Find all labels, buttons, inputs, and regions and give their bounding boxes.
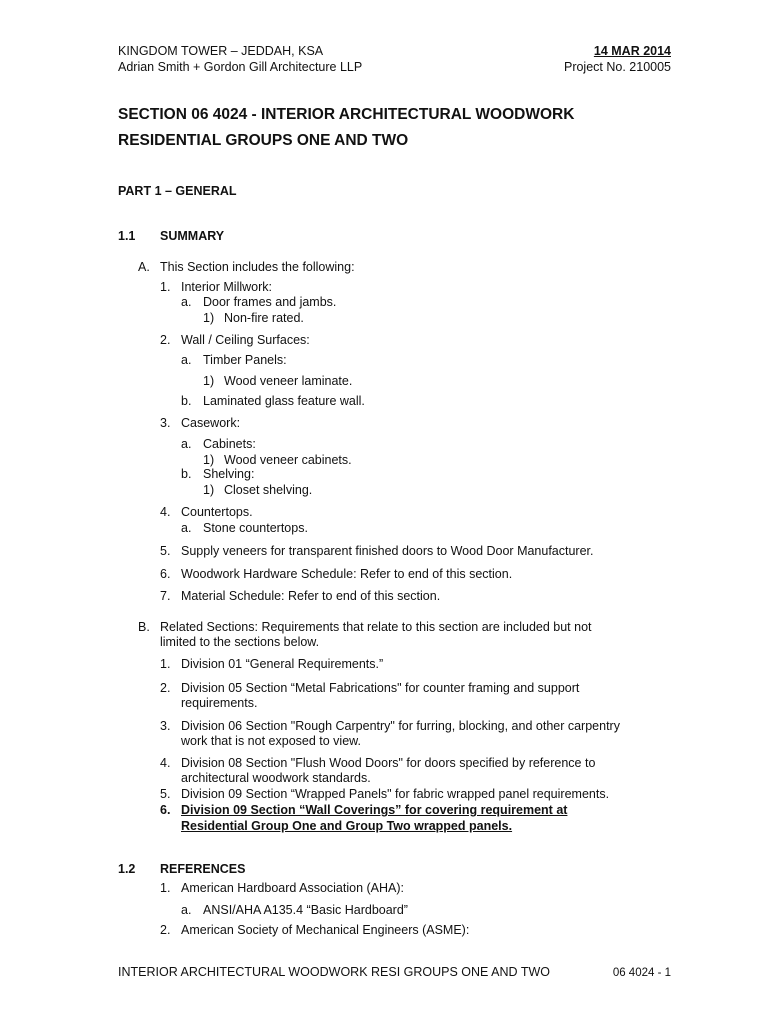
list-item-continuation: architectural woodwork standards.: [181, 771, 371, 785]
list-marker: 1.: [160, 657, 171, 671]
list-marker: a.: [181, 437, 192, 451]
list-marker: 1): [203, 311, 215, 325]
list-marker: a.: [181, 903, 192, 917]
list-item: Wall / Ceiling Surfaces:: [181, 333, 310, 347]
section-title-line2: RESIDENTIAL GROUPS ONE AND TWO: [118, 132, 409, 149]
article-heading: SUMMARY: [160, 229, 225, 243]
paragraph-marker: A.: [138, 260, 150, 274]
list-item: Division 08 Section "Flush Wood Doors" for doors specified by reference to: [181, 756, 596, 770]
list-marker: 6.: [160, 803, 171, 817]
list-item: Countertops.: [181, 505, 253, 519]
list-marker: a.: [181, 295, 192, 309]
list-item: Non-fire rated.: [224, 311, 304, 325]
list-item: Interior Millwork:: [181, 280, 272, 294]
list-marker: 1.: [160, 881, 171, 895]
list-item: Material Schedule: Refer to end of this section.: [181, 589, 441, 603]
list-marker: 1): [203, 453, 215, 467]
header-date: 14 MAR 2014: [593, 44, 671, 58]
list-item: Timber Panels:: [203, 353, 287, 367]
list-marker: a.: [181, 521, 192, 535]
list-item: Shelving:: [203, 467, 255, 481]
list-item: Wood veneer laminate.: [224, 374, 353, 388]
list-marker: b.: [181, 394, 192, 408]
list-marker: 1): [203, 374, 215, 388]
list-item-continuation: Residential Group One and Group Two wrapped panels.: [181, 819, 513, 833]
list-marker: 4.: [160, 756, 171, 770]
list-marker: 2.: [160, 333, 171, 347]
part-heading: PART 1 – GENERAL: [118, 184, 237, 198]
list-item-highlighted: Division 09 Section “Wall Coverings” for covering requirement at: [181, 803, 568, 817]
header-project-name: KINGDOM TOWER – JEDDAH, KSA: [118, 44, 324, 58]
list-item: Division 05 Section “Metal Fabrications" for counter framing and support: [181, 681, 580, 695]
list-item: Division 06 Section "Rough Carpentry" for furring, blocking, and other carpentry: [181, 719, 620, 733]
list-item: Wood veneer cabinets.: [224, 453, 352, 467]
list-marker: 3.: [160, 416, 171, 430]
header-project-number: Project No. 210005: [563, 60, 671, 74]
list-marker: b.: [181, 467, 192, 481]
footer-page-number: 06 4024 - 1: [612, 967, 671, 979]
article-heading: REFERENCES: [160, 862, 246, 876]
paragraph-text: Related Sections: Requirements that relate to this section are included but not: [160, 620, 592, 634]
list-marker: 7.: [160, 589, 171, 603]
section-title-line1: SECTION 06 4024 - INTERIOR ARCHITECTURAL WOODWORK: [118, 106, 575, 123]
article-number: 1.2: [118, 862, 136, 876]
article-number: 1.1: [118, 229, 136, 243]
list-item-continuation: work that is not exposed to view.: [181, 734, 361, 748]
list-marker: 5.: [160, 787, 171, 801]
list-item: Division 09 Section “Wrapped Panels" for fabric wrapped panel requirements.: [181, 787, 610, 801]
list-marker: 5.: [160, 544, 171, 558]
list-marker: 4.: [160, 505, 171, 519]
list-item: Casework:: [181, 416, 241, 430]
list-item: Laminated glass feature wall.: [203, 394, 365, 408]
list-item: Closet shelving.: [224, 483, 313, 497]
list-item: Woodwork Hardware Schedule: Refer to end of this section.: [181, 567, 513, 581]
list-item: Division 01 “General Requirements.”: [181, 657, 384, 671]
paragraph-text: limited to the sections below.: [160, 635, 320, 649]
list-item: American Society of Mechanical Engineers (ASME):: [181, 923, 470, 937]
list-item: American Hardboard Association (AHA):: [181, 881, 405, 895]
list-marker: 6.: [160, 567, 171, 581]
header-firm: Adrian Smith + Gordon Gill Architecture LLP: [118, 60, 363, 74]
list-item: Supply veneers for transparent finished doors to Wood Door Manufacturer.: [181, 544, 594, 558]
paragraph-text: This Section includes the following:: [160, 260, 355, 274]
list-item: Cabinets:: [203, 437, 256, 451]
footer-title: INTERIOR ARCHITECTURAL WOODWORK RESI GROUPS ONE AND TWO: [118, 965, 550, 979]
list-marker: 1): [203, 483, 215, 497]
list-item: ANSI/AHA A135.4 “Basic Hardboard”: [203, 903, 408, 917]
paragraph-marker: B.: [138, 620, 150, 634]
list-item-continuation: requirements.: [181, 696, 258, 710]
list-marker: 3.: [160, 719, 171, 733]
list-item: Stone countertops.: [203, 521, 308, 535]
list-marker: 1.: [160, 280, 171, 294]
list-marker: 2.: [160, 681, 171, 695]
list-marker: 2.: [160, 923, 171, 937]
list-item: Door frames and jambs.: [203, 295, 337, 309]
list-marker: a.: [181, 353, 192, 367]
